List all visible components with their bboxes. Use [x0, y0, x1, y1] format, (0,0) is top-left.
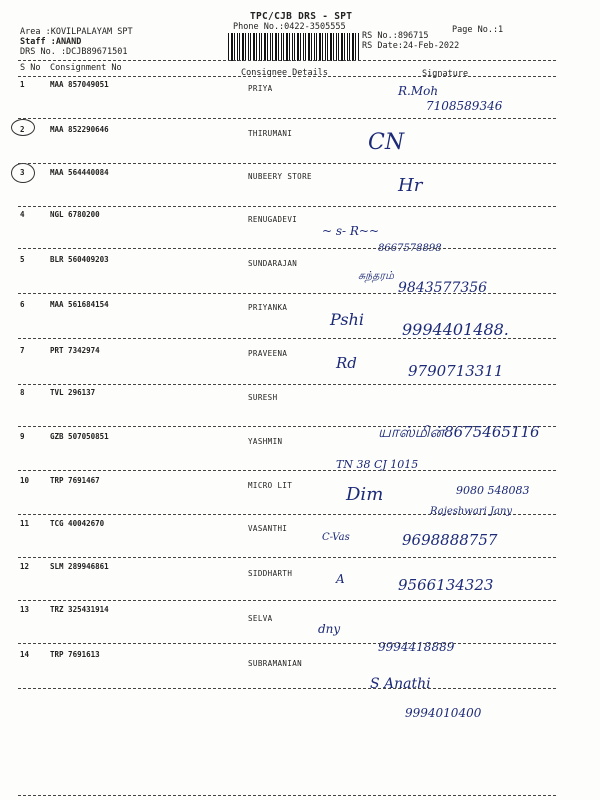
row-signature-handwriting: Rd — [336, 354, 357, 372]
row-divider — [18, 470, 556, 471]
row-sno: 5 — [20, 255, 25, 264]
row-signature-handwriting: யாஸ்மின்8675465116 — [378, 423, 540, 441]
row-divider — [18, 163, 556, 164]
row-divider — [18, 206, 556, 207]
row-consignment-no: BLR 560409203 — [50, 255, 109, 264]
row-sno: 3 — [20, 168, 25, 177]
row-sno: 12 — [20, 562, 30, 571]
row-sno: 10 — [20, 476, 30, 485]
row-consignee: SUBRAMANIAN — [248, 659, 303, 668]
row-signature-handwriting: 9790713311 — [408, 362, 504, 380]
row-consignment-no: SLM 289946861 — [50, 562, 109, 571]
row-signature-handwriting: C-Vas — [322, 532, 350, 543]
row-consignee: NUBEERY STORE — [248, 172, 312, 181]
row-signature-handwriting: Pshi — [330, 310, 364, 329]
row-consignee: PRAVEENA — [248, 349, 288, 358]
column-sno: S No — [20, 63, 41, 73]
page-number: Page No.:1 — [452, 25, 504, 35]
row-signature-handwriting: Dim — [346, 484, 384, 505]
row-consignee: VASANTHI — [248, 524, 288, 533]
row-signature-handwriting: R.Moh — [398, 84, 439, 98]
row-consignment-no: PRT 7342974 — [50, 346, 100, 355]
row-divider — [18, 688, 556, 689]
row-signature-handwriting: 9994401488. — [402, 320, 509, 339]
staff-label: Staff :ANAND — [20, 37, 82, 47]
row-signature-handwriting: 9994010400 — [405, 706, 482, 720]
row-consignment-no: TCG 40042670 — [50, 519, 105, 528]
rs-number: RS No.:896715 — [362, 31, 429, 41]
row-divider — [18, 293, 556, 294]
row-consignment-no: TRP 7691613 — [50, 650, 100, 659]
row-consignee: PRIYANKA — [248, 303, 288, 312]
row-consignment-no: GZB 507050851 — [50, 432, 109, 441]
row-signature-handwriting: 7108589346 — [426, 99, 503, 113]
row-consignee: YASHMIN — [248, 437, 283, 446]
row-consignment-no: MAA 561684154 — [50, 300, 109, 309]
row-signature-handwriting: ~ s- R~~ — [322, 224, 380, 238]
row-signature-handwriting: 8667578898 — [378, 243, 442, 254]
row-divider — [18, 557, 556, 558]
row-divider — [18, 600, 556, 601]
header-divider-bottom — [18, 76, 556, 77]
row-consignment-no: MAA 857049051 — [50, 80, 109, 89]
row-consignment-no: MAA 564440084 — [50, 168, 109, 177]
row-consignee: SIDDHARTH — [248, 569, 293, 578]
footer-divider — [18, 795, 556, 796]
row-sno: 2 — [20, 125, 25, 134]
row-signature-handwriting: S Anathi — [370, 676, 431, 692]
row-signature-handwriting: Hr — [398, 175, 423, 196]
row-sno: 14 — [20, 650, 30, 659]
row-consignee: THIRUMANI — [248, 129, 293, 138]
document-title: TPC/CJB DRS - SPT — [250, 11, 353, 22]
row-sno: 11 — [20, 519, 30, 528]
header-divider-top — [18, 60, 556, 61]
row-signature-handwriting: Rajeshwari Jany — [430, 506, 513, 517]
row-divider — [18, 643, 556, 644]
row-consignment-no: NGL 6780200 — [50, 210, 100, 219]
row-signature-handwriting: 9994418889 — [378, 640, 455, 654]
row-signature-handwriting: 9843577356 — [398, 280, 488, 296]
row-consignment-no: MAA 852290646 — [50, 125, 109, 134]
row-sno: 6 — [20, 300, 25, 309]
row-divider — [18, 248, 556, 249]
row-sno: 8 — [20, 388, 25, 397]
rs-date: RS Date:24-Feb-2022 — [362, 41, 460, 51]
row-divider — [18, 338, 556, 339]
row-consignee: PRIYA — [248, 84, 273, 93]
row-consignee: SURESH — [248, 393, 278, 402]
row-signature-handwriting: TN 38 CJ 1015 — [336, 458, 419, 471]
row-sno: 7 — [20, 346, 25, 355]
row-signature-handwriting: சுந்தரம் — [358, 269, 394, 282]
row-sno: 9 — [20, 432, 25, 441]
row-consignee: RENUGADEVI — [248, 215, 298, 224]
row-consignment-no: TVL 296137 — [50, 388, 96, 397]
column-consignment: Consignment No — [50, 63, 122, 73]
row-consignee: MICRO LIT — [248, 481, 293, 490]
row-signature-handwriting: dny — [318, 622, 341, 636]
row-divider — [18, 118, 556, 119]
row-divider — [18, 384, 556, 385]
row-consignment-no: TRP 7691467 — [50, 476, 100, 485]
row-signature-handwriting: 9566134323 — [398, 576, 494, 594]
row-signature-handwriting: A — [336, 572, 345, 586]
row-signature-handwriting: CN — [368, 130, 405, 155]
column-consignee: Consignee Details — [241, 68, 328, 78]
row-consignee: SELVA — [248, 614, 273, 623]
row-sno: 1 — [20, 80, 25, 89]
drs-number: DRS No. :DCJB89671501 — [20, 47, 128, 57]
row-sno: 4 — [20, 210, 25, 219]
row-signature-handwriting: 9698888757 — [402, 531, 498, 549]
row-consignment-no: TRZ 325431914 — [50, 605, 109, 614]
phone-number: Phone No.:0422-3505555 — [233, 22, 346, 32]
barcode — [228, 33, 360, 61]
row-signature-handwriting: 9080 548083 — [456, 484, 530, 497]
column-signature: Signature — [422, 69, 469, 79]
area-label: Area :KOVILPALAYAM SPT — [20, 27, 133, 37]
row-sno: 13 — [20, 605, 30, 614]
row-consignee: SUNDARAJAN — [248, 259, 298, 268]
